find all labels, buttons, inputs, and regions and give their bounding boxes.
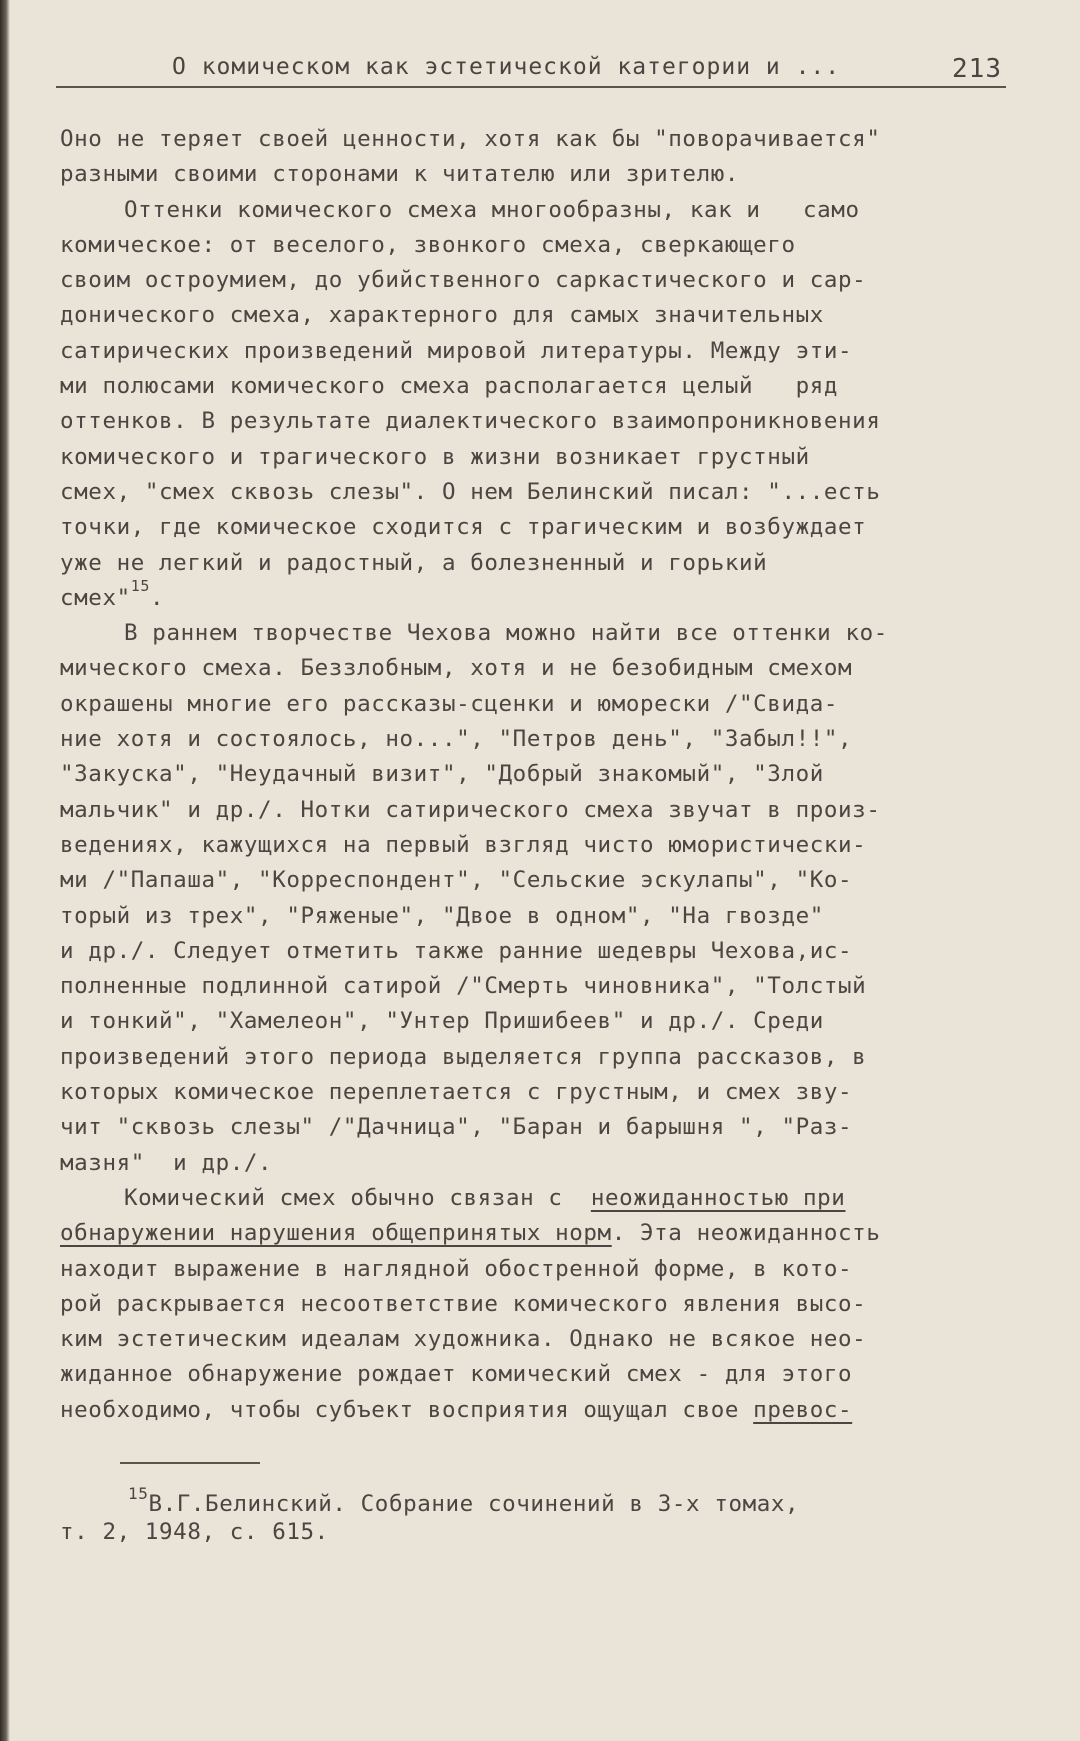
text-line: и тонкий", "Хамелеон", "Унтер Пришибеев" и др./. Среди [60,1008,824,1035]
text-line: смех, "смех сквозь слезы". О нем Белинский писал: "...есть [60,478,881,505]
underlined-phrase: обнаружении нарушения общепринятых норм [60,1220,612,1247]
footnote-number: 15 [128,1484,149,1503]
text-line: мальчик" и др./. Нотки сатирического смеха звучат в произ- [60,796,881,823]
text-line: ние хотя и состоялось, но...", "Петров день", "Забыл!!", [60,726,853,753]
underlined-phrase: неожиданностью при [590,1184,846,1211]
text-line: ким эстетическим идеалам художника. Однако не всякое нео- [60,1326,867,1353]
running-title: О комическом как эстетической категории и ... [172,54,841,80]
text-fragment: . Эта неожиданность [611,1220,881,1247]
text-line: и др./. Следует отметить также ранние шедевры Чехова,ис- [60,937,853,964]
text-line: произведений этого периода выделяется группа рассказов, в [60,1043,867,1070]
footnote [60,1475,1040,1551]
text-line: В раннем творчестве Чехова можно найти все оттенки ко- [124,620,888,647]
page-number: 213 [952,54,1002,84]
footnote-text: В.Г.Белинский. Собрание сочинений в 3-х томах, [148,1491,800,1517]
text-line: рой раскрывается несоответствие комического явления высо- [60,1290,867,1317]
footnote-line [60,1475,1040,1517]
text-line: своим остроумием, до убийственного саркастического и сар- [60,267,867,294]
text-line: донического смеха, характерного для самых значительных [60,302,824,329]
underlined-phrase: превос- [753,1396,853,1423]
text-line: точки, где комическое сходится с трагическим и возбуждает [60,514,867,541]
text-fragment: смех" [60,584,131,611]
text-fragment: Комический смех обычно связан с [124,1184,591,1211]
text-fragment: . [150,584,165,611]
text-line: "Закуска", "Неудачный визит", "Добрый знакомый", "Злой [60,761,824,788]
text-line: разными своими сторонами к читателю или зрителю. [60,161,740,188]
text-line: мического смеха. Беззлобным, хотя и не безобидным смехом [60,655,853,682]
text-line: оттенков. В результате диалектического взаимопроникновения [60,408,881,435]
text-line: комическое: от веселого, звонкого смеха, сверкающего [60,231,796,258]
text-line: уже не легкий и радостный, а болезненный и горький [60,549,768,576]
text-line: находит выражение в наглядной обостренной форме, в кото- [60,1255,853,1282]
text-line: которых комическое переплетается с грустным, и смех зву- [60,1079,853,1106]
text-line [60,1216,1040,1251]
text-line [60,576,1040,616]
text-line: торый из трех", "Ряженые", "Двое в одном", "На гвозде" [60,902,824,929]
text-line: Оттенки комического смеха многообразны, как и само [124,196,860,223]
footnote-reference[interactable]: 15 [130,576,150,595]
text-line: Оно не теряет своей ценности, хотя как бы "поворачивается" [60,126,881,152]
text-line: ми полюсами комического смеха располагается целый ряд [60,373,839,400]
text-line: окрашены многие его рассказы-сценки и юморески /"Свида- [60,690,839,717]
text-line: полненные подлинной сатирой /"Смерть чиновника", "Толстый [60,973,867,1000]
text-line: жиданное обнаружение рождает комический смех - для этого [60,1361,853,1388]
text-line: мазня" и др./. [60,1149,273,1176]
text-line [60,1393,1040,1428]
running-header [56,52,1006,88]
text-line: комического и трагического в жизни возникает грустный [60,443,810,470]
text-fragment: необходимо, чтобы субъект восприятия ощущал свое [60,1396,754,1423]
text-line [60,1181,1040,1216]
text-line: ми /"Папаша", "Корреспондент", "Сельские эскулапы", "Ко- [60,867,853,894]
main-text [60,122,1040,1428]
footnote-divider [120,1462,260,1464]
footnote-line: т. 2, 1948, с. 615. [60,1519,329,1545]
text-line: ведениях, кажущихся на первый взгляд чисто юмористически- [60,831,867,858]
text-line: сатирических произведений мировой литературы. Между эти- [60,337,853,364]
text-line: чит "сквозь слезы" /"Дачница", "Баран и барышня ", "Раз- [60,1114,853,1141]
